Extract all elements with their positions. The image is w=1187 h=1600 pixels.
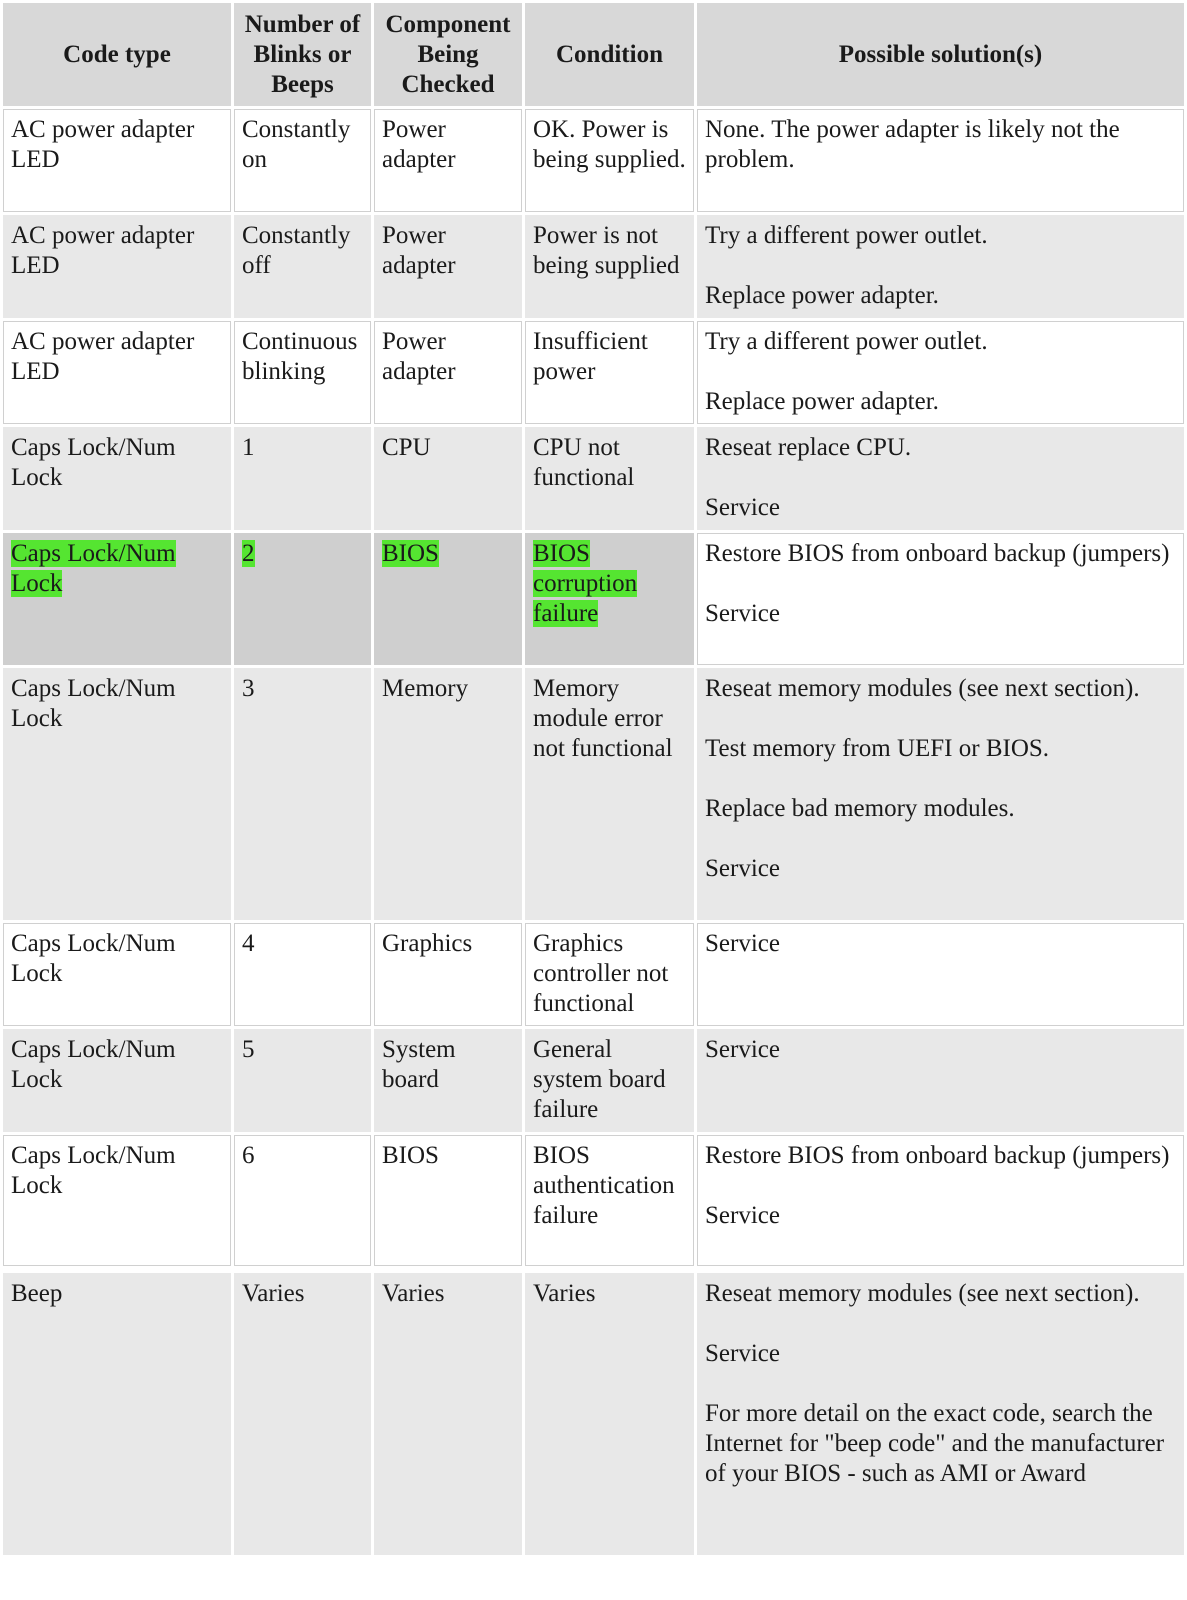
- cell-condition: BIOS authentication failure: [525, 1135, 697, 1269]
- cell-condition: OK. Power is being supplied.: [525, 109, 697, 215]
- cell-code-type: Caps Lock/Num Lock: [3, 427, 234, 533]
- cell-condition: Graphics controller not functional: [525, 923, 697, 1029]
- solution-line: Try a different power outlet.: [705, 222, 988, 249]
- cell-condition: General system board failure: [525, 1029, 697, 1135]
- cell-code-type: Caps Lock/Num Lock: [3, 923, 234, 1029]
- solution-line: Service: [705, 930, 780, 957]
- beep-codes-table: [3, 3, 1184, 1558]
- cell-solution: [697, 321, 1184, 427]
- cell-condition: Varies: [525, 1273, 697, 1558]
- header-solution: Possible solution(s): [697, 3, 1184, 109]
- header-condition: Condition: [525, 3, 697, 109]
- cell-code-type: AC power adapter LED: [3, 321, 234, 427]
- cell-code-type: Beep: [3, 1273, 234, 1558]
- table-row: [3, 109, 1184, 215]
- solution-line: Replace power adapter.: [705, 282, 939, 309]
- header-component: Component Being Checked: [374, 3, 525, 109]
- cell-solution: [697, 1029, 1184, 1135]
- cell-component: Power adapter: [374, 215, 525, 321]
- cell-blinks: 6: [234, 1135, 374, 1269]
- cell-solution: [697, 215, 1184, 321]
- cell-component: Power adapter: [374, 321, 525, 427]
- solution-line: Replace bad memory modules.: [705, 795, 1015, 822]
- highlighted-text: Caps Lock/Num Lock: [11, 540, 176, 597]
- cell-condition: Power is not being supplied: [525, 215, 697, 321]
- cell-condition: Insufficient power: [525, 321, 697, 427]
- solution-line: Restore BIOS from onboard backup (jumpers): [705, 540, 1170, 567]
- cell-code-type: AC power adapter LED: [3, 215, 234, 321]
- cell-component: Power adapter: [374, 109, 525, 215]
- cell-solution: [697, 923, 1184, 1029]
- cell-code-type: Caps Lock/Num Lock: [3, 668, 234, 923]
- cell-component: BIOS: [374, 1135, 525, 1269]
- table-row: [3, 1029, 1184, 1135]
- highlighted-text: BIOS corruption failure: [533, 540, 638, 627]
- cell-component: [374, 533, 525, 668]
- table-row: [3, 427, 1184, 533]
- table-row: [3, 215, 1184, 321]
- cell-code-type: Caps Lock/Num Lock: [3, 1135, 234, 1269]
- cell-blinks: Varies: [234, 1273, 374, 1558]
- cell-blinks: 5: [234, 1029, 374, 1135]
- solution-line: Service: [705, 855, 780, 882]
- solution-line: Replace power adapter.: [705, 388, 939, 415]
- cell-blinks: 3: [234, 668, 374, 923]
- solution-line: For more detail on the exact code, search the Internet for "beep code" and the manufacturer of your BIOS - such as AMI or Award: [705, 1400, 1165, 1487]
- table-row: [3, 1273, 1184, 1558]
- cell-component: Memory: [374, 668, 525, 923]
- cell-solution: [697, 1135, 1184, 1269]
- cell-solution: [697, 109, 1184, 215]
- cell-component: Graphics: [374, 923, 525, 1029]
- header-blinks: Number of Blinks or Beeps: [234, 3, 374, 109]
- header-row: [3, 3, 1184, 109]
- cell-blinks: Constantly on: [234, 109, 374, 215]
- solution-line: Try a different power outlet.: [705, 328, 988, 355]
- solution-line: Service: [705, 1340, 780, 1367]
- solution-line: None. The power adapter is likely not the problem.: [705, 116, 1120, 173]
- cell-solution: [697, 533, 1184, 668]
- highlighted-text: BIOS: [382, 540, 439, 567]
- solution-line: Reseat memory modules (see next section).: [705, 1280, 1140, 1307]
- cell-code-type: [3, 533, 234, 668]
- cell-condition: [525, 533, 697, 668]
- header-code-type: Code type: [3, 3, 234, 109]
- table-row-selected[interactable]: [3, 533, 1184, 668]
- cell-condition: Memory module error not functional: [525, 668, 697, 923]
- table-row: [3, 1135, 1184, 1269]
- cell-solution: [697, 427, 1184, 533]
- solution-line: Service: [705, 494, 780, 521]
- solution-line: Service: [705, 1036, 780, 1063]
- solution-line: Reseat replace CPU.: [705, 434, 912, 461]
- table-row: [3, 668, 1184, 923]
- cell-blinks: 4: [234, 923, 374, 1029]
- solution-line: Reseat memory modules (see next section).: [705, 675, 1140, 702]
- cell-component: Varies: [374, 1273, 525, 1558]
- cell-condition: CPU not functional: [525, 427, 697, 533]
- cell-solution: [697, 1273, 1184, 1558]
- table-row: [3, 321, 1184, 427]
- cell-component: System board: [374, 1029, 525, 1135]
- solution-line: Test memory from UEFI or BIOS.: [705, 735, 1050, 762]
- cell-solution: [697, 668, 1184, 923]
- solution-line: Service: [705, 600, 780, 627]
- cell-code-type: AC power adapter LED: [3, 109, 234, 215]
- solution-line: Restore BIOS from onboard backup (jumpers): [705, 1142, 1170, 1169]
- cell-blinks: Continuous blinking: [234, 321, 374, 427]
- cell-blinks: [234, 533, 374, 668]
- cell-component: CPU: [374, 427, 525, 533]
- cell-blinks: Constantly off: [234, 215, 374, 321]
- cell-blinks: 1: [234, 427, 374, 533]
- cell-code-type: Caps Lock/Num Lock: [3, 1029, 234, 1135]
- solution-line: Service: [705, 1202, 780, 1229]
- table-row: [3, 923, 1184, 1029]
- highlighted-text: 2: [242, 540, 255, 567]
